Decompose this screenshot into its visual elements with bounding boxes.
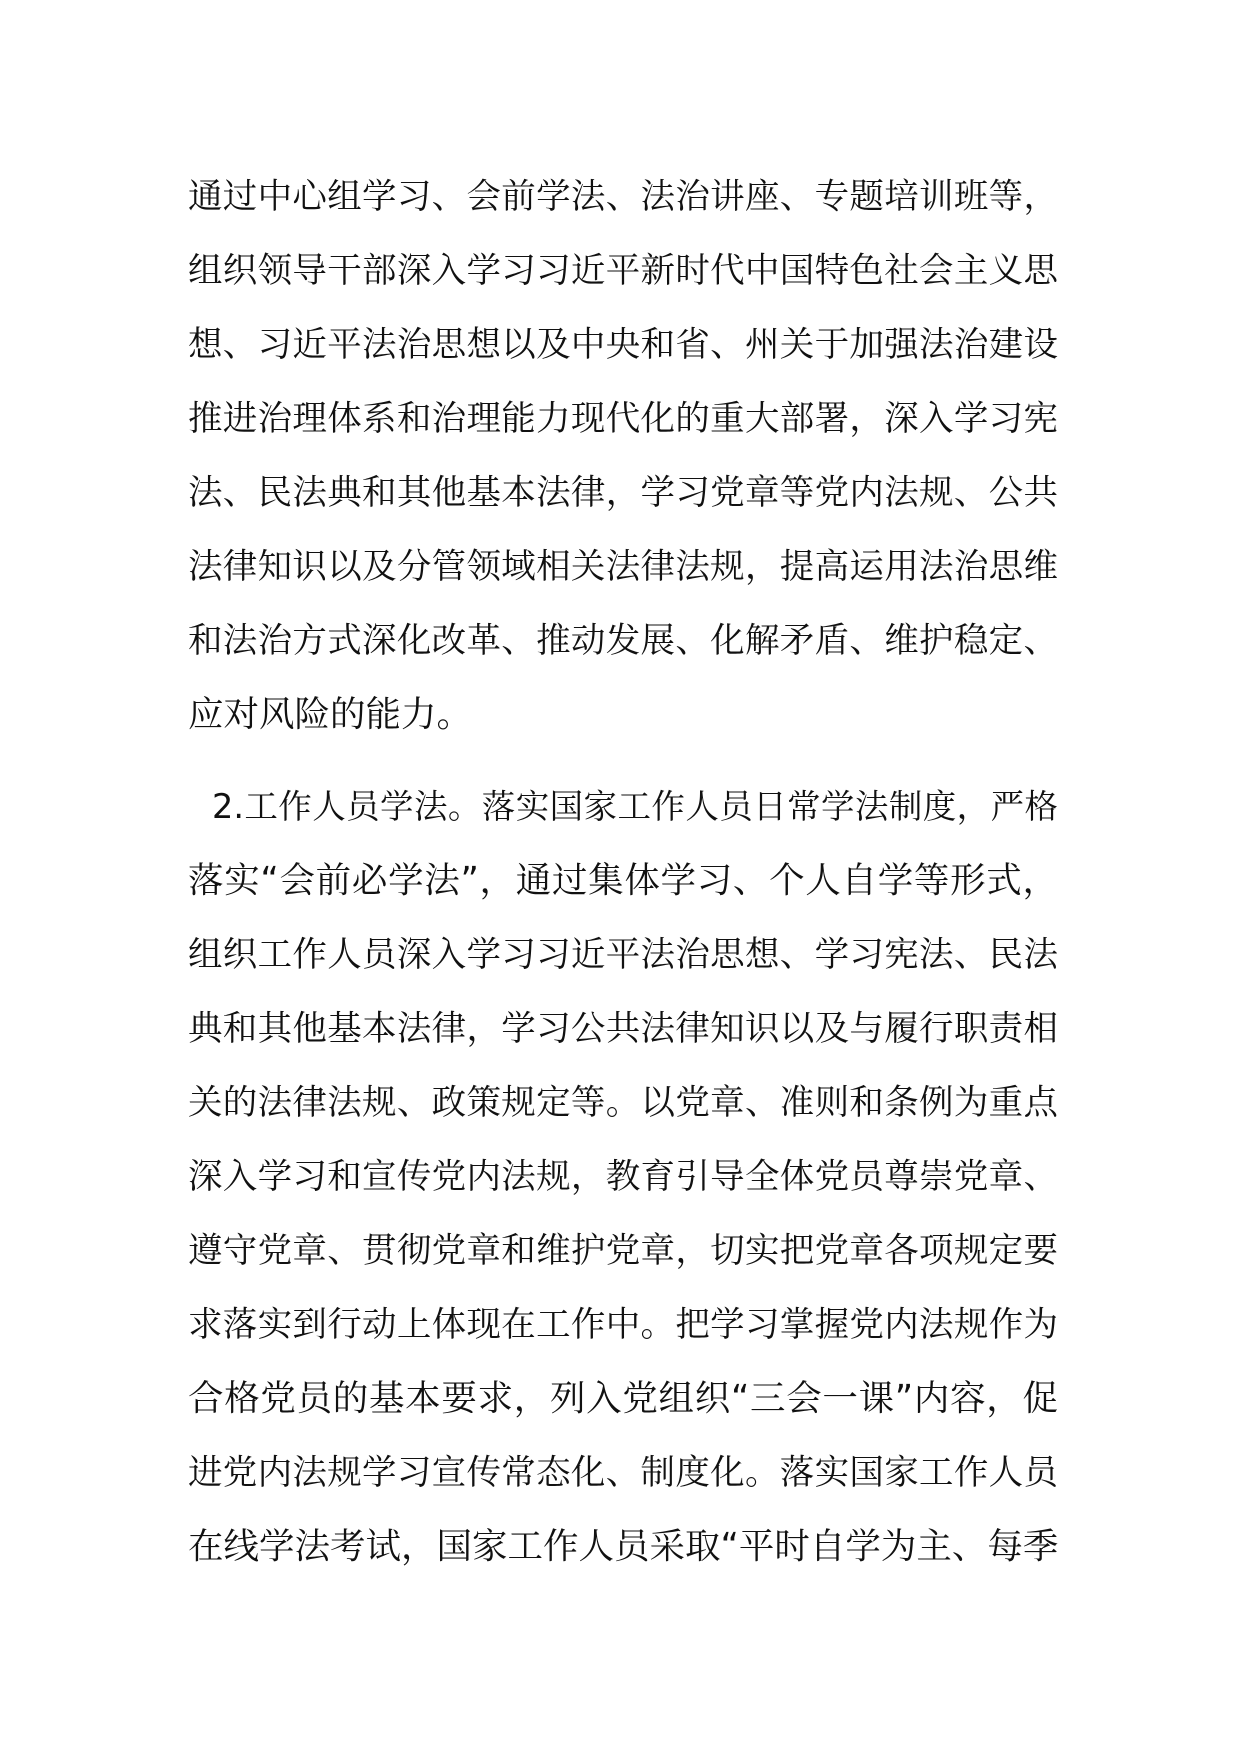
text-line: 想、习近平法治思想以及中央和省、州关于加强法治建设	[188, 325, 1058, 365]
text-line: 和法治方式深化改革、推动发展、化解矛盾、维护稳定、	[188, 621, 1058, 661]
text-line: 求落实到行动上体现在工作中。把学习掌握党内法规作为	[188, 1305, 1058, 1345]
text-line: 组织领导干部深入学习习近平新时代中国特色社会主义思	[188, 251, 1058, 291]
text-line: 推进治理体系和治理能力现代化的重大部署，深入学习宪	[188, 399, 1058, 439]
text-line: 进党内法规学习宣传常态化、制度化。落实国家工作人员	[188, 1453, 1058, 1493]
text-line: 关的法律法规、政策规定等。以党章、准则和条例为重点	[188, 1083, 1058, 1123]
text-line: 落实“会前必学法”，通过集体学习、个人自学等形式，	[188, 860, 1058, 901]
text-line: 遵守党章、贯彻党章和维护党章，切实把党章各项规定要	[188, 1231, 1058, 1271]
text-line: 通过中心组学习、会前学法、法治讲座、专题培训班等，	[188, 177, 1058, 217]
text-line: 典和其他基本法律，学习公共法律知识以及与履行职责相	[188, 1009, 1058, 1049]
text-line: 应对风险的能力。	[188, 694, 473, 735]
text-line: 在线学法考试，国家工作人员采取“平时自学为主、每季	[188, 1526, 1059, 1567]
text-line: 组织工作人员深入学习习近平法治思想、学习宪法、民法	[188, 935, 1058, 975]
text-line: 合格党员的基本要求，列入党组织“三会一课”内容，促	[188, 1378, 1058, 1419]
text-line: 2.工作人员学法。落实国家工作人员日常学法制度，严格	[212, 787, 1058, 826]
text-line: 法、民法典和其他基本法律，学习党章等党内法规、公共	[188, 473, 1058, 513]
text-line: 深入学习和宣传党内法规，教育引导全体党员尊崇党章、	[188, 1157, 1058, 1197]
text-line: 法律知识以及分管领域相关法律法规，提高运用法治思维	[188, 547, 1058, 587]
